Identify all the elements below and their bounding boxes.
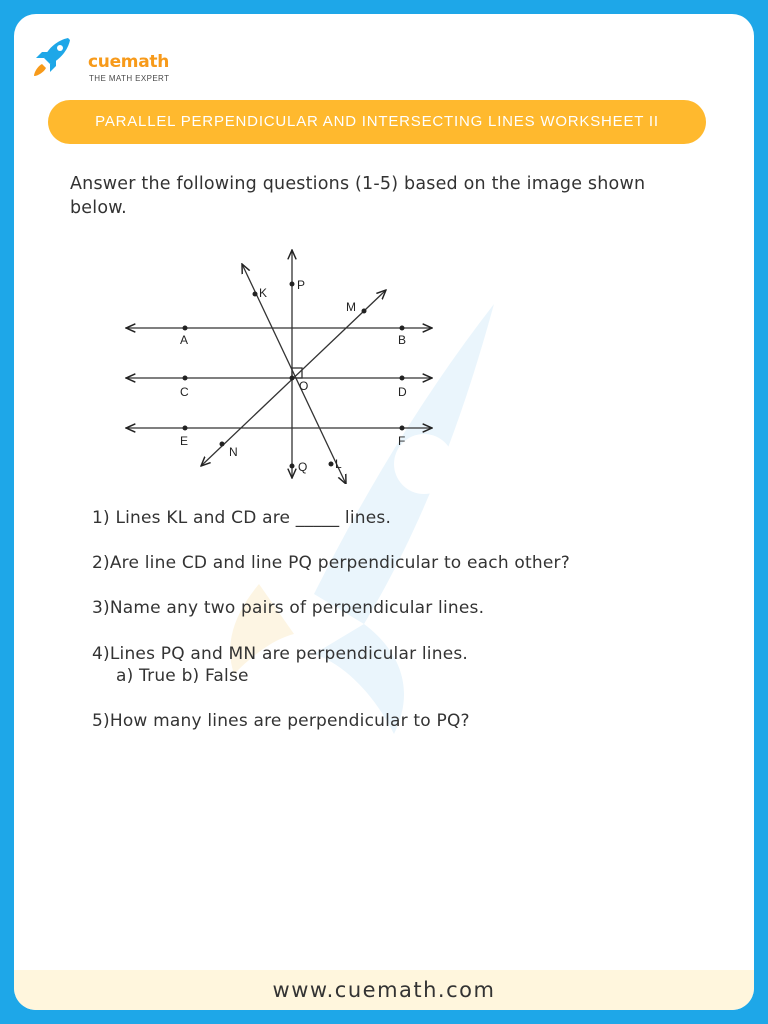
point-n	[220, 442, 225, 447]
worksheet-page	[14, 14, 754, 1010]
worksheet-title: PARALLEL PERPENDICULAR AND INTERSECTING LINES WORKSHEET II	[48, 100, 706, 144]
cuemath-logo	[28, 32, 228, 92]
point-o	[290, 376, 295, 381]
label-b: B	[398, 333, 407, 347]
point-d	[400, 376, 405, 381]
point-q	[290, 464, 295, 469]
question-4-options: a) True b) False	[116, 666, 249, 686]
point-a	[183, 326, 188, 331]
label-q: Q	[298, 460, 308, 474]
label-n: N	[229, 445, 238, 459]
point-l	[329, 462, 334, 467]
question-2: 2)Are line CD and line PQ perpendicular to each other?	[92, 553, 570, 573]
label-a: A	[180, 333, 189, 347]
rocket-icon	[28, 34, 76, 82]
point-b	[400, 326, 405, 331]
point-m	[362, 309, 367, 314]
label-c: C	[180, 385, 189, 399]
label-l: L	[335, 457, 342, 471]
brand-tagline: THE MATH EXPERT	[89, 74, 170, 83]
lines-diagram	[114, 234, 444, 484]
footer-url[interactable]: www.cuemath.com	[272, 978, 496, 1002]
point-k	[253, 292, 258, 297]
question-5: 5)How many lines are perpendicular to PQ?	[92, 711, 470, 731]
question-4: 4)Lines PQ and MN are perpendicular lines.	[92, 644, 469, 664]
line-kl	[242, 264, 346, 484]
point-f	[400, 426, 405, 431]
brand-name: cuemath	[88, 52, 170, 72]
label-k: K	[259, 286, 268, 300]
point-p	[290, 282, 295, 287]
label-e: E	[180, 434, 189, 448]
label-m: M	[346, 300, 356, 314]
point-e	[183, 426, 188, 431]
question-1: 1) Lines KL and CD are _____ lines.	[92, 508, 392, 528]
question-3: 3)Name any two pairs of perpendicular lines.	[92, 598, 485, 618]
instructions-text: Answer the following questions (1-5) based on the image shown below.	[70, 174, 646, 218]
label-o: O	[299, 379, 309, 393]
label-p: P	[297, 278, 306, 292]
point-c	[183, 376, 188, 381]
label-d: D	[398, 385, 407, 399]
label-f: F	[398, 434, 406, 448]
